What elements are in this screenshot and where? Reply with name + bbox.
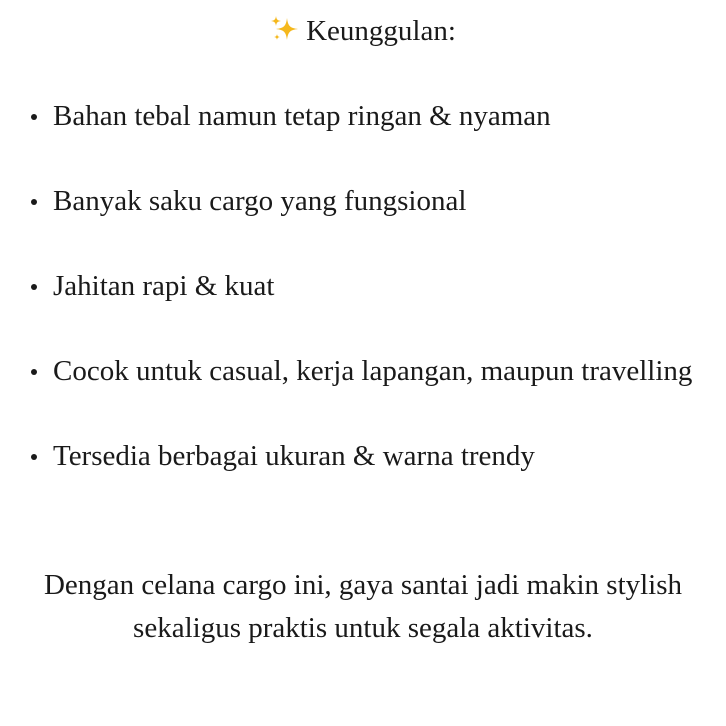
feature-item bbox=[0, 180, 726, 222]
bullet-icon bbox=[31, 199, 37, 205]
feature-list bbox=[0, 95, 726, 520]
feature-text: Tersedia berbagai ukuran & warna trendy bbox=[53, 440, 535, 472]
feature-text: Bahan tebal namun tetap ringan & nyaman bbox=[53, 100, 551, 132]
bullet-icon bbox=[31, 454, 37, 460]
feature-item bbox=[0, 350, 726, 392]
closing-line-1: Dengan celana cargo ini, gaya santai jadi makin stylish bbox=[43, 569, 683, 601]
heading-text: Keunggulan: bbox=[306, 15, 456, 47]
feature-item bbox=[0, 95, 726, 137]
bullet-icon bbox=[31, 114, 37, 120]
feature-item bbox=[0, 435, 726, 477]
bullet-icon bbox=[31, 284, 37, 290]
closing-paragraph bbox=[0, 564, 726, 650]
feature-text: Cocok untuk casual, kerja lapangan, maupun travelling bbox=[53, 355, 693, 387]
sparkles-icon bbox=[270, 15, 300, 53]
feature-item bbox=[0, 265, 726, 307]
bullet-icon bbox=[31, 369, 37, 375]
feature-text: Jahitan rapi & kuat bbox=[53, 270, 275, 302]
closing-line-2: sekaligus praktis untuk segala aktivitas. bbox=[133, 612, 593, 644]
section-heading bbox=[0, 12, 726, 53]
feature-text: Banyak saku cargo yang fungsional bbox=[53, 185, 467, 217]
